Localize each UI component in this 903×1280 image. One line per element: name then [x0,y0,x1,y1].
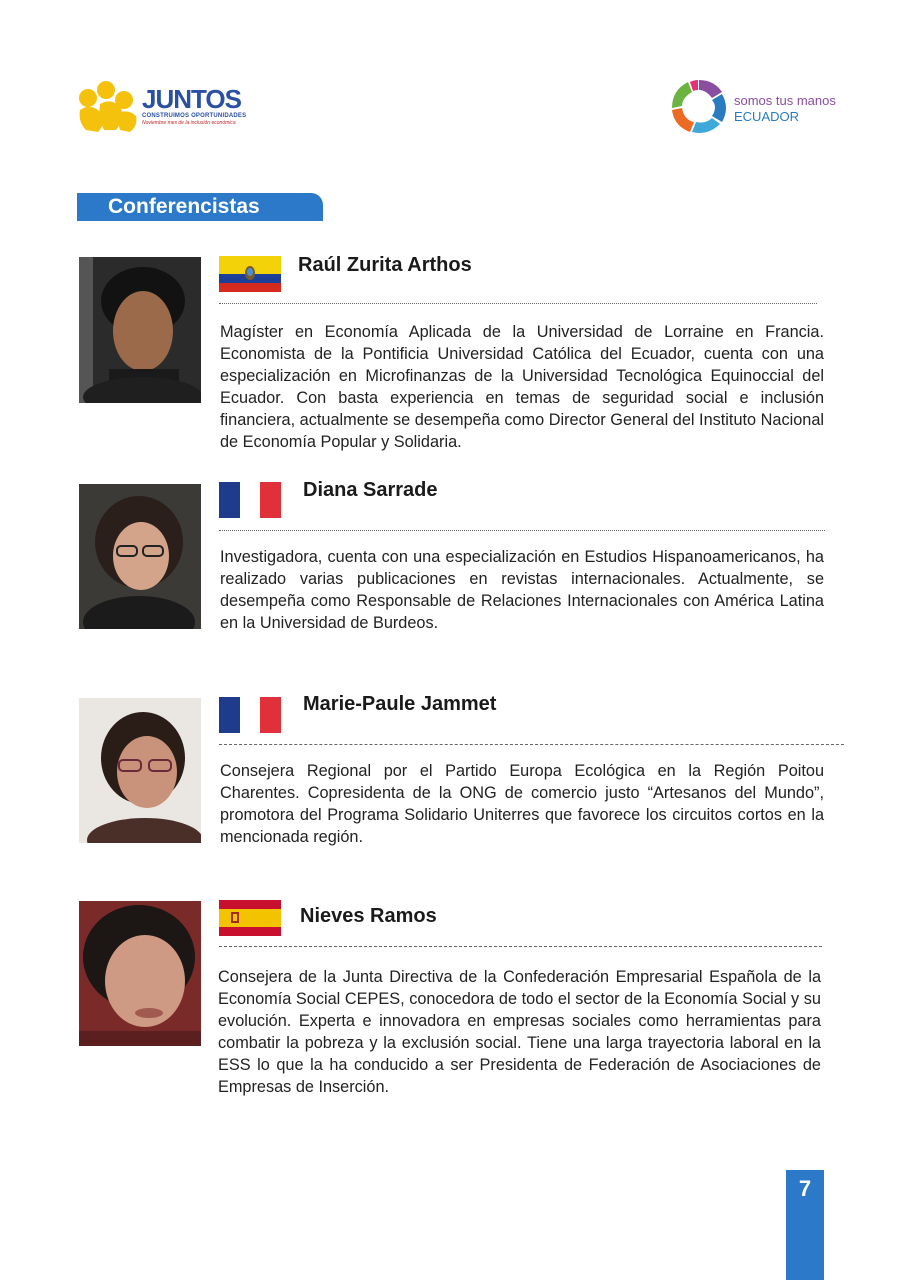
juntos-wordmark: JUNTOS [142,84,241,114]
speaker-bio: Consejera de la Junta Directiva de la Confederación Empresarial Española de la Economía Social CEPES, conocedora de todo el sector de la Economía Social y su evolución. Experta e innovadora en empresas sociales como herramientas para combatir la pobreza y la exclusión social. Tiene una larga trayectoria laboral en la ESS lo que la ha conducido a ser Presidenta de Federación de Asociaciones de Empresas de Inserción. [218,968,821,1096]
juntos-logo [76,80,247,136]
divider [219,744,844,745]
somos-line2: ECUADOR [734,109,800,124]
somos-tus-manos-logo [668,76,836,142]
spain-flag-icon [219,900,281,936]
speaker-name: Raúl Zurita Arthos [298,254,472,276]
page-number-tab [786,1170,824,1280]
speaker-name: Nieves Ramos [300,905,437,927]
hands-circle-icon [668,76,730,138]
somos-line1: somos tus manos [734,93,836,108]
speaker-name: Diana Sarrade [303,479,438,501]
speaker-photo-raul [79,257,201,403]
divider [219,303,817,304]
speaker-photo-marie-paule [79,698,201,843]
speaker-bio: Consejera Regional por el Partido Europa Ecológica en la Región Poitou Charentes. Copresidenta de la ONG de comercio justo “Artesanos del Mundo”, promotora del Programa Solidario Uniterres que favorece los circuitos cortos en la mencionada región. [220,762,824,846]
france-flag-icon [219,697,281,733]
juntos-figures-icon [76,80,140,136]
speaker-name: Marie-Paule Jammet [303,693,497,715]
speaker-photo-nieves [79,901,201,1046]
speaker-bio: Magíster en Economía Aplicada de la Universidad de Lorraine en Francia. Economista de la Pontificia Universidad Católica del Ecuador, cuenta con una especialización en Microfinanzas de la Universidad Tecnológica Equinoccial del Ecuador. Con basta experiencia en temas de seguridad social e inclusión financiera, actualmente se desempeña como Director General del Instituto Nacional de Economía Popular y Solidaria. [220,323,824,451]
divider [219,530,825,531]
juntos-tagline: CONSTRUIMOS OPORTUNIDADES [142,113,247,119]
speaker-photo-diana [79,484,201,629]
ecuador-flag-icon [219,256,281,292]
juntos-subline: Noviembre mes de la inclusión económica [142,120,236,126]
divider [219,946,822,947]
section-title: Conferencistas [108,195,260,218]
france-flag-icon [219,482,281,518]
section-banner [77,193,323,221]
page-number: 7 [798,1176,812,1201]
speaker-bio: Investigadora, cuenta con una especialización en Estudios Hispanoamericanos, ha realizado varias publicaciones en revistas internacionales. Actualmente, se desempeña como Responsable de Relaciones Internacionales con América Latina en la Universidad de Burdeos. [220,548,824,632]
